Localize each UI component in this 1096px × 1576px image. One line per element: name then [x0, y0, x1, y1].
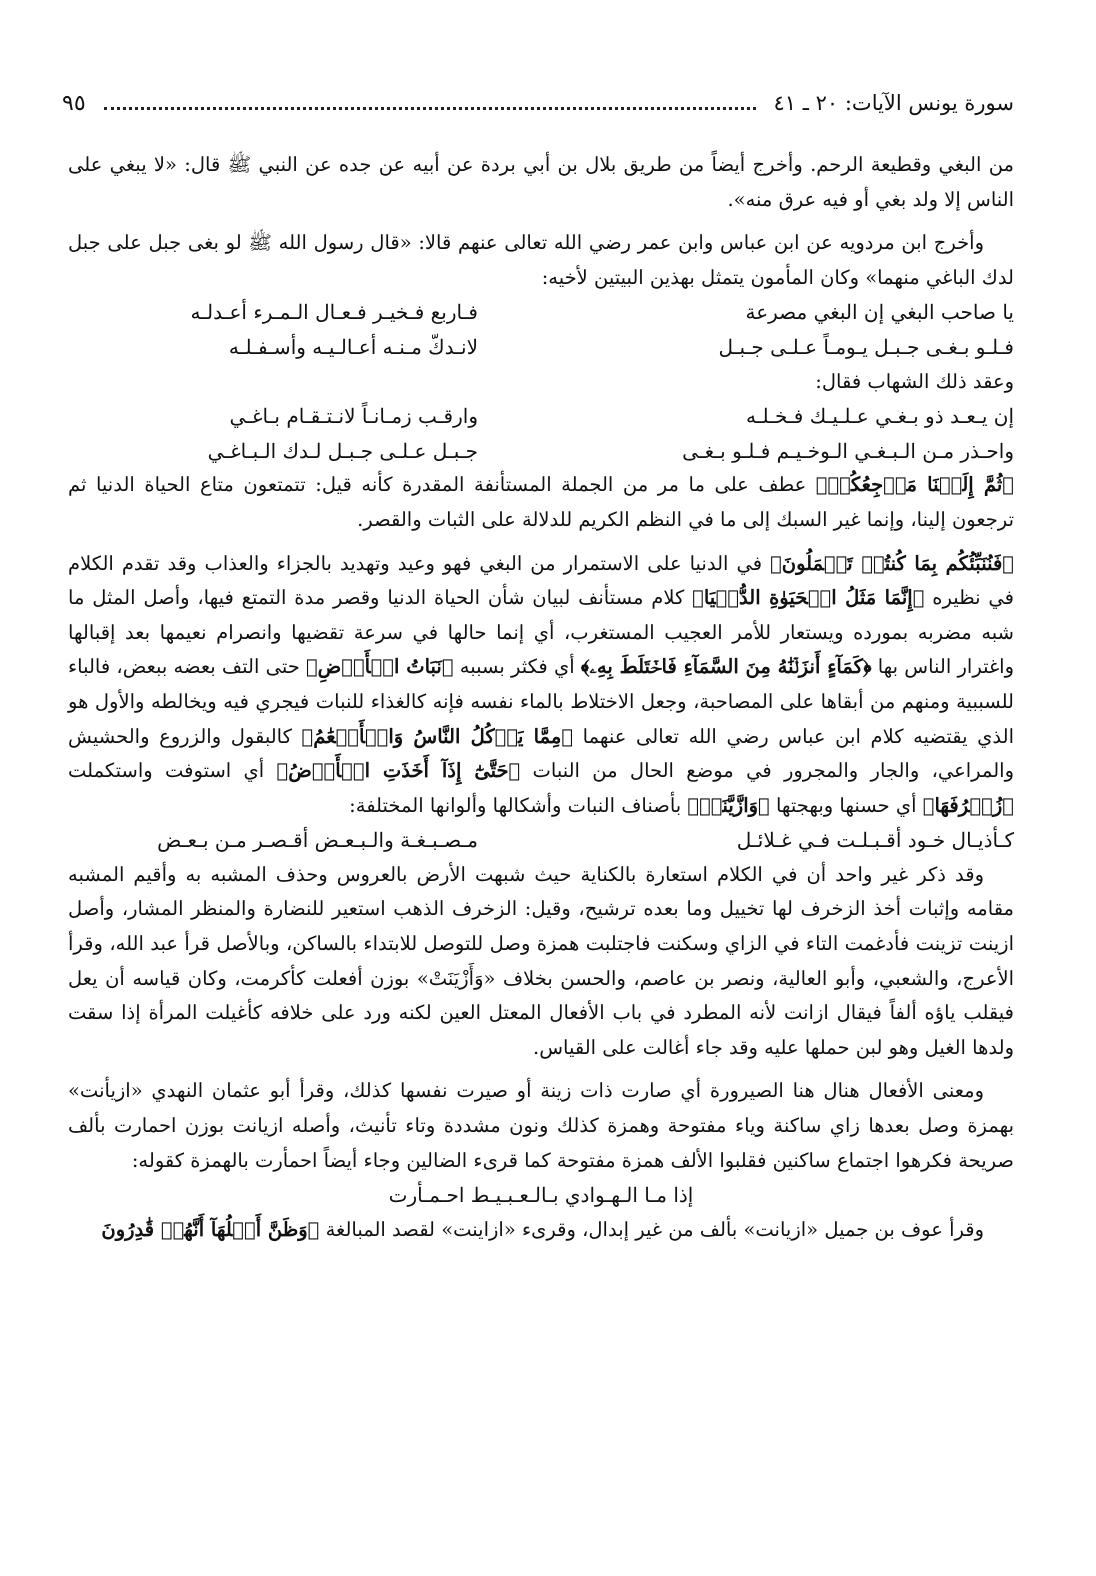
- quran-quote: ﴿وَظَنَّ أَهۡلُهَآ أَنَّهُمۡ قَٰدِرُونَ: [101, 1217, 320, 1241]
- commentary-text: بأصناف النبات وأشكالها وألوانها المختلفة:: [349, 793, 688, 817]
- paragraph: وعقد ذلك الشهاب فقال:: [815, 369, 1014, 393]
- paragraph: وقد ذكر غير واحد أن في الكلام استعارة بالكناية حيث شبهت الأرض بالعروس وحذف المشبه به وأقيم المشبه مقامه وإثبات أخذ الزخرف لها تخييل وما بعده ترشيح، وقيل: الزخرف الذهب استعير للنضارة والمنظر المشار، وأصل ازينت تزينت فأدغمت التاء في الزاي وسكنت فاجتلبت همزة وصل للتوصل للابتداء بالساكن، وبالأصل قرأ عبد الله، وقرأ الأعرج، والشعبي، وأبو العالية، ونصر بن عاصم، والحسن بخلاف «وَأَزْيَنَتْ» بوزن أفعلت كأكرمت، وكان قياسه أن يعل فيقلب ياؤه ألفاً فيقال ازانت لأنه المطرد في باب الأفعال المعتل العين لكنه ورد على خلافه كأغيلت المرأة إذا سقت ولدها الغيل وهو لبن حملها عليه وقد جاء أغالت على القياس.: [68, 862, 1014, 1059]
- commentary-text: عطف على ما مر من الجملة المستأنفة المقدرة كأنه قيل: تتمتعون متاع الحياة الدنيا ثم ترجعون إلينا، وإنما غير السبك إلى ما في النظم الكريم للدلالة على الثبات والقصر.: [68, 473, 1014, 531]
- page-body: [68, 148, 1014, 1247]
- quran-quote: ﴿ثُمَّ إِلَيۡنَا مَرۡجِعُكُمۡ﴾: [815, 473, 1014, 497]
- running-header: [62, 86, 1014, 120]
- poem-verse: إذا مـا الـهـوادي بـالـعـبـيـط احـمـأرت: [388, 1183, 694, 1208]
- poem-verse: [68, 399, 1014, 434]
- commentary-text: حتى التف بعضه ببعض، فالباء للسببية ومنهم من أبقاها على المصاحبة، وجعل الاختلاط بالماء نفسه فإنه كالغذاء للنبات فيجري فيه ويخالطه والأول هو الذي يقتضيه كلام ابن عباس رضي الله تعالى عنهما: [68, 655, 1014, 748]
- paragraph: وأخرج ابن مردويه عن ابن عباس وابن عمر رضي الله تعالى عنهم قالا: «قال رسول الله ﷺ لو بغى جبل على جبل لدك الباغي منهما» وكان المأمون يتمثل بهذين البيتين لأخيه:: [68, 231, 1014, 289]
- poem-verse: [68, 823, 1014, 858]
- quran-quote: ﴿وَازَّيَّنَتۡ﴾: [687, 793, 770, 817]
- quran-quote: ﴿نَبَاتُ الۡأَرۡضِ﴾: [305, 655, 454, 679]
- verse-hemistich: جـبـل عـلـى جـبـل لـدك الـبـاغـي: [207, 438, 478, 463]
- paragraph: ومعنى الأفعال هنال هنا الصيرورة أي صارت ذات زينة أو صيرت نفسها كذلك، وقرأ أبو عثمان النهدي «ازيأنت» بهمزة وصل بعدها زاي ساكنة وياء مفتوحة وهمزة كذلك ونون مشددة وتاء تأنيث، وأصله ازيانت بوزن احمارت بألف صريحة فكرهوا اجتماع ساكنين فقلبوا الألف همزة مفتوحة كما قرىء الضالين وجاء أيضاً احمأرت بالهمزة كقوله:: [68, 1079, 1014, 1172]
- commentary-text: أي حسنها وبهجتها: [769, 793, 923, 817]
- paragraph: [68, 468, 1014, 537]
- verse-hemistich: كـأذيـال خـود أقـبـلـت فـي غـلائـل: [736, 828, 1014, 853]
- paragraph: من البغي وقطيعة الرحم. وأخرج أيضاً من طريق بلال بن أبي بردة عن أبيه عن جده عن النبي ﷺ قال: «لا يبغي على الناس إلا ولد بغي أو فيه عرق منه».: [68, 153, 1014, 211]
- page-number: ٩٥: [62, 90, 86, 116]
- poem-verse: [68, 330, 1014, 365]
- verse-hemistich: فـاربع فـخيـر فـعـال الـمـرء أعـدلـه: [190, 300, 478, 325]
- verse-hemistich: وارقـب زمـانـاً لانـتـقـام بـاغـي: [229, 404, 478, 429]
- commentary-text: أي فكثر بسببه: [453, 655, 581, 679]
- quran-quote: ﴿زُخۡرُفَهَا﴾: [922, 793, 1014, 817]
- poem-verse: [68, 295, 1014, 330]
- quran-quote: ﴿كَمَآءٍ أَنزَلۡنَٰهُ مِنَ السَّمَآءِ فَاخۡتَلَطَ بِهِۦ﴾: [580, 655, 872, 679]
- verse-hemistich: مـصـبـغـة والـبـعـض أقـصـر مـن بـعـض: [157, 828, 478, 853]
- quran-quote: ﴿حَتَّىٰٓ إِذَآ أَخَذَتِ الۡأَرۡضُ﴾: [276, 759, 521, 783]
- commentary-text: كالبقول والزروع والحشيش والمراعي، والجار والمجرور في موضع الحال من النبات: [68, 724, 1014, 783]
- commentary-text: في الدنيا على الاستمرار من البغي فهو وعيد وتهديد بالجزاء والعذاب وقد تقدم الكلام في نظيره: [68, 551, 1015, 610]
- verse-hemistich: يا صاحب البغي إن البغي مصرعة: [745, 300, 1014, 325]
- quran-quote: ﴿فَنُنَبِّئُكُم بِمَا كُنتُمۡ تَعۡمَلُونَ﴾: [770, 551, 1014, 575]
- quran-quote: ﴿مِمَّا يَأۡكُلُ النَّاسُ وَالۡأَنۡعَٰمُ﴾: [301, 724, 574, 748]
- commentary-text: كلام مستأنف لبيان شأن الحياة الدنيا وقصر مدة التمتع فيها، وأصل المثل ما شبه مضربه بمورده ويستعار للأمر العجيب المستغرب، أي إنما حالها في سرعة تقضيها وانصرام نعيمها بعد إقبالها واغترار الناس بها: [68, 586, 1015, 679]
- verse-hemistich: لانـدكّ مـنـه أعـالـيـه وأسـفـلـه: [228, 334, 478, 359]
- poem-block: [68, 399, 1014, 468]
- poem-verse: [68, 434, 1014, 469]
- verse-hemistich: واحـذر مـن الـبـغـي الـوخـيـم فـلـو بـغـى: [682, 438, 1014, 463]
- commentary-text: وقرأ عوف بن جميل «ازيانت» بألف من غير إبدال، وقرىء «ازاينت» لقصد المبالغة: [319, 1217, 984, 1241]
- paragraph: [68, 547, 1014, 824]
- poem-block: [68, 295, 1014, 364]
- paragraph: [68, 1213, 1014, 1248]
- sura-title: سورة يونس الآيات: ٢٠ ـ ٤١: [773, 91, 1014, 115]
- verse-hemistich: فـلـو بـغـى جـبـل يـومـاً عـلـى جـبـل: [718, 334, 1014, 359]
- verse-hemistich: إن يـعـد ذو بـغـي عـلـيـك فـخـلـه: [745, 404, 1014, 429]
- quran-quote: ﴿إِنَّمَا مَثَلُ الۡحَيَوٰةِ الدُّنۡيَا﴾: [692, 586, 925, 610]
- header-dot-leader: [104, 107, 756, 110]
- commentary-text: أي استوفت واستكملت: [68, 759, 277, 783]
